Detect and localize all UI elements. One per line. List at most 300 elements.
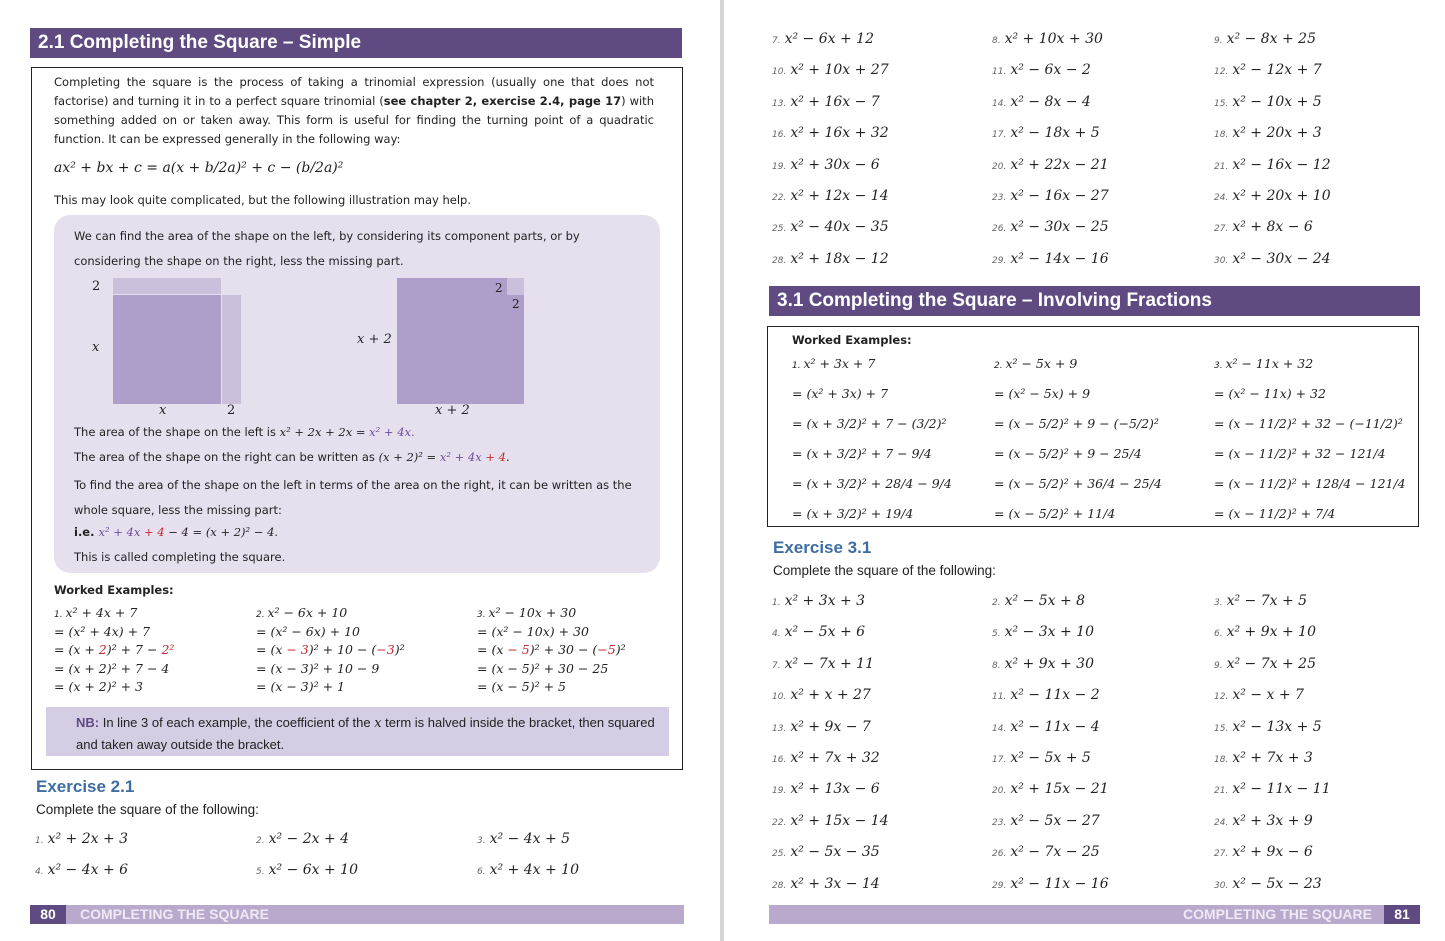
exercise-item	[1214, 28, 1316, 47]
exercise-item	[256, 828, 349, 847]
worked-example-line	[792, 446, 932, 461]
worked-example-part: 2²	[161, 642, 175, 657]
exercise-number: 23.	[992, 817, 1007, 828]
exercise-number: 19.	[772, 161, 787, 172]
exercise-number: 10.	[772, 692, 787, 703]
exercise-item	[992, 28, 1103, 47]
exercise-item	[1214, 590, 1307, 609]
worked-example-expression: = (x − 11/2)² + 7/4	[1214, 506, 1336, 521]
exercise-expression: x² − 8x + 25	[1226, 31, 1316, 47]
exercise-item	[992, 716, 1100, 735]
exercise-item	[772, 810, 889, 829]
right-page	[724, 0, 1445, 941]
panel-line-result: x² + 4x.	[369, 425, 415, 439]
worked-example-expression: = (x² − 11x) + 32	[1214, 386, 1326, 401]
worked-example-line	[994, 476, 1162, 491]
exercise-expression: x² − 12x + 7	[1232, 62, 1322, 79]
exercise-number: 25.	[772, 849, 787, 860]
worked-example-number: 2.	[256, 610, 268, 620]
exercise-number: 26.	[992, 224, 1007, 235]
exercise-number: 7.	[772, 660, 781, 671]
panel-line-right-area	[74, 448, 510, 467]
exercise-number: 2.	[256, 836, 265, 846]
section-banner: 3.1 Completing the Square – Involving Fractions	[769, 286, 1420, 316]
worked-example-expression: = (x − 5/2)² + 9 − 25/4	[994, 446, 1142, 461]
exercise-number: 24.	[1214, 193, 1229, 203]
worked-example-expression: = (x − 5/2)² + 9 − (−5/2)²	[994, 416, 1159, 431]
worked-example-expression: = (x − 11/2)² + 128/4 − 121/4	[1214, 476, 1406, 491]
worked-example-line	[256, 624, 360, 639]
footer-title: COMPLETING THE SQUARE	[80, 906, 270, 922]
worked-example-part: = (x + 2)² + 3	[54, 679, 144, 694]
exercise-expression: x² − x + 7	[1232, 687, 1304, 704]
exercise-expression: x² + 10x + 30	[1004, 31, 1103, 47]
exercise-item	[35, 828, 128, 847]
exercise-expression: x² − 11x − 4	[1010, 718, 1100, 735]
exercise-number: 27.	[1214, 224, 1229, 235]
right-label-bottom: x + 2	[435, 403, 470, 418]
exercise-number: 5.	[992, 629, 1001, 640]
worked-example-line	[54, 679, 143, 694]
exercise-number: 2.	[992, 598, 1001, 608]
exercise-expression: x² − 10x + 5	[1232, 93, 1322, 110]
exercise-number: 1.	[772, 598, 781, 608]
exercise-item	[992, 185, 1109, 204]
worked-example-line	[54, 642, 174, 657]
section-banner: 2.1 Completing the Square – Simple	[30, 28, 682, 58]
exercise-intro: Complete the square of the following:	[36, 802, 259, 817]
exercise-number: 7.	[772, 36, 781, 46]
exercise-item	[1214, 684, 1304, 703]
exercise-expression: x² − 4x + 6	[47, 862, 129, 878]
exercise-expression: x² − 13x + 5	[1232, 718, 1322, 735]
exercise-expression: x² + 16x + 32	[790, 125, 889, 142]
exercise-expression: x² − 30x − 25	[1010, 219, 1109, 236]
worked-example-line	[994, 416, 1159, 431]
exercise-expression: x² − 8x − 4	[1010, 93, 1091, 110]
exercise-number: 9.	[1214, 660, 1223, 671]
exercise-expression: x² − 30x − 24	[1232, 250, 1331, 267]
worked-example-part: )² + 10 − (	[308, 642, 377, 657]
exercise-number: 14.	[992, 98, 1007, 109]
exercise-number: 28.	[772, 880, 787, 891]
worked-example-part: = (x² − 6x) + 10	[256, 623, 361, 639]
exercise-number: 21.	[1214, 161, 1229, 172]
exercise-expression: x² + 8x − 6	[1232, 219, 1313, 236]
exercise-item	[1214, 122, 1322, 141]
worked-example-expression: x² − 11x + 32	[1225, 356, 1314, 371]
exercise-item	[1214, 91, 1322, 110]
worked-example-line	[256, 642, 405, 657]
exercise-expression: x² + 20x + 3	[1232, 125, 1322, 142]
exercise-number: 11.	[992, 67, 1007, 78]
exercise-number: 9.	[1214, 36, 1223, 46]
worked-example-line	[54, 605, 137, 620]
right-label-side: x + 2	[357, 332, 392, 347]
worked-example-expression: = (x − 11/2)² + 32 − 121/4	[1214, 446, 1386, 461]
worked-example-expression: = (x + 3/2)² + 7 − 9/4	[792, 446, 932, 461]
worked-example-line	[994, 506, 1115, 521]
exercise-expression: x² − 2x + 4	[268, 831, 350, 847]
worked-example-part: x² − 10x + 30	[488, 605, 577, 620]
panel-line-called: This is called completing the square.	[74, 550, 286, 564]
intro-text-end: ) with something added on or taken away. This form is useful for finding the turning point of a quadratic function. It can be expressed generally in the following way:	[54, 94, 654, 146]
exercise-number: 17.	[992, 130, 1007, 141]
worked-example-line	[477, 679, 566, 694]
left-top-strip	[113, 278, 221, 294]
ie-part-c: − 4 = (x + 2)² − 4.	[164, 525, 279, 539]
exercise-expression: x² − 5x − 23	[1232, 875, 1322, 892]
exercise-item	[772, 59, 889, 78]
exercise-expression: x² − 6x + 10	[268, 862, 358, 878]
worked-example-part: = (x − 3)² + 10 − 9	[256, 660, 380, 676]
worked-example-part: = (x + 2)² + 7 − 4	[54, 660, 170, 676]
exercise-item	[772, 653, 874, 672]
intro-paragraph	[54, 73, 654, 149]
exercise-expression: x² + 9x − 6	[1232, 844, 1313, 861]
intro-text: Completing the square is the process of taking a trinomial expression (usually one that does not factorise) and turning it in to a perfect square trinomial (	[54, 75, 654, 108]
exercise-number: 26.	[992, 849, 1007, 860]
panel-line-result: x² + 4x	[439, 450, 482, 464]
exercise-number: 22.	[772, 193, 787, 203]
worked-example-line	[792, 356, 875, 371]
exercise-number: 30.	[1214, 255, 1229, 266]
exercise-number: 8.	[992, 660, 1001, 671]
exercise-number: 22.	[772, 817, 787, 828]
exercise-number: 17.	[992, 755, 1007, 765]
exercise-number: 25.	[772, 224, 787, 235]
exercise-item	[772, 716, 871, 735]
exercise-number: 23.	[992, 193, 1007, 203]
exercise-number: 4.	[35, 867, 44, 877]
exercise-number: 20.	[992, 161, 1007, 172]
exercise-expression: x² + 3x + 3	[784, 593, 866, 609]
worked-example-number: 2.	[994, 361, 1006, 371]
worked-example-expression: = (x + 3/2)² + 7 − (3/2)²	[792, 416, 947, 431]
exercise-expression: x² − 5x − 35	[790, 844, 880, 861]
worked-example-line	[1214, 356, 1313, 371]
exercise-item	[1214, 621, 1316, 640]
worked-example-part: = (x +	[54, 642, 99, 657]
exercise-number: 30.	[1214, 880, 1229, 891]
exercise-number: 29.	[992, 255, 1007, 266]
worked-example-number: 1.	[54, 610, 66, 620]
exercise-item	[772, 91, 880, 110]
exercise-number: 13.	[772, 723, 787, 734]
exercise-item	[35, 859, 128, 878]
exercise-item	[992, 122, 1100, 141]
exercise-expression: x² + 4x + 10	[489, 862, 579, 878]
exercise-expression: x² + 7x + 3	[1232, 750, 1313, 766]
worked-example-line	[477, 661, 608, 676]
panel-line-text: The area of the shape on the left is	[74, 425, 280, 439]
worked-example-line	[256, 661, 379, 676]
exercise-intro: Complete the square of the following:	[773, 563, 996, 578]
exercise-expression: x² + 22x − 21	[1010, 156, 1109, 173]
nb-x: x	[374, 716, 382, 731]
left-label-bottom-x: x	[159, 403, 167, 418]
exercise-item	[992, 590, 1085, 609]
exercise-expression: x² − 11x − 16	[1010, 875, 1109, 892]
panel-intro-text: We can find the area of the shape on the left, by considering its component parts, or by considering the shape on the right, less the missing part.	[74, 229, 580, 268]
left-label-bottom-2: 2	[227, 403, 236, 418]
worked-example-line	[1214, 506, 1335, 521]
worked-example-part: = (x² − 10x) + 30	[477, 623, 589, 639]
exercise-expression: x² + 12x − 14	[790, 188, 889, 204]
left-label-side: x	[92, 340, 100, 355]
worked-example-line	[994, 356, 1077, 371]
right-label-top2: 2	[495, 281, 503, 295]
ie-label: i.e.	[74, 525, 99, 539]
exercise-expression: x² − 16x − 12	[1232, 156, 1331, 173]
page-footer	[769, 905, 1420, 924]
left-page	[0, 0, 720, 941]
right-label-right2: 2	[512, 297, 520, 311]
panel-line-explanation: To find the area of the shape on the left in terms of the area on the right, it can be written as the whole square, less the missing part:	[74, 478, 632, 517]
exercise-expression: x² − 6x + 12	[784, 31, 874, 47]
worked-example-line	[256, 679, 345, 694]
exercise-item	[772, 28, 874, 47]
exercise-item	[772, 154, 880, 173]
worked-example-part: )²	[394, 642, 405, 657]
worked-examples-label: Worked Examples:	[54, 583, 174, 597]
exercise-expression: x² − 5x + 5	[1010, 750, 1091, 766]
exercise-item	[1214, 873, 1322, 892]
exercise-title: Exercise 3.1	[773, 538, 872, 557]
panel-line-left-area	[74, 423, 415, 442]
exercise-item	[992, 841, 1100, 860]
exercise-expression: x² − 7x − 25	[1010, 844, 1100, 861]
nb-text	[76, 712, 656, 755]
exercise-item	[772, 873, 880, 892]
exercise-item	[1214, 653, 1316, 672]
exercise-number: 3.	[477, 836, 486, 846]
worked-example-line	[792, 476, 952, 491]
exercise-item	[772, 590, 865, 609]
exercise-number: 29.	[992, 880, 1007, 891]
exercise-expression: x² + 3x − 14	[790, 875, 880, 892]
exercise-expression: x² − 14x − 16	[1010, 250, 1109, 267]
worked-example-part: = (x − 3)² + 1	[256, 679, 346, 694]
worked-example-part: −3	[376, 642, 395, 657]
panel-line-math: x² + 2x + 2x =	[279, 425, 370, 439]
exercise-expression: x² − 11x − 11	[1232, 781, 1331, 798]
nb-label: NB:	[76, 715, 100, 730]
exercise-expression: x² + 3x + 9	[1232, 812, 1313, 829]
exercise-item	[992, 653, 1094, 672]
worked-example-part: x² + 4x + 7	[65, 605, 138, 620]
exercise-expression: x² − 18x + 5	[1010, 125, 1100, 142]
nb-text-a: In line 3 of each example, the coefficient of the	[99, 715, 375, 730]
exercise-item	[992, 154, 1109, 173]
worked-example-line	[994, 386, 1090, 401]
exercise-number: 12.	[1214, 67, 1229, 78]
worked-example-line	[477, 605, 576, 620]
worked-example-number: 3.	[477, 610, 489, 620]
exercise-number: 19.	[772, 786, 787, 797]
exercise-expression: x² − 5x − 27	[1010, 812, 1100, 829]
worked-example-expression: x² − 5x + 9	[1005, 356, 1078, 371]
exercise-number: 15.	[1214, 723, 1229, 734]
exercise-number: 16.	[772, 130, 787, 141]
worked-example-line	[477, 642, 626, 657]
worked-example-expression: = (x − 11/2)² + 32 − (−11/2)²	[1214, 416, 1403, 431]
worked-example-expression: = (x − 5/2)² + 36/4 − 25/4	[994, 476, 1162, 491]
panel-line-text: The area of the shape on the right can be written as	[74, 450, 379, 464]
worked-example-line	[792, 386, 888, 401]
exercise-number: 6.	[477, 867, 486, 877]
exercise-number: 28.	[772, 255, 787, 266]
exercise-number: 18.	[1214, 755, 1229, 765]
exercise-item	[1214, 841, 1313, 860]
exercise-item	[772, 621, 865, 640]
exercise-number: 27.	[1214, 849, 1229, 860]
exercise-number: 12.	[1214, 692, 1229, 703]
exercise-item	[1214, 747, 1313, 766]
exercise-number: 1.	[35, 836, 44, 846]
nb-text-b: term is halved inside the bracket, then squared and taken away outside the bracket.	[76, 715, 655, 752]
exercise-expression: x² − 6x − 2	[1010, 62, 1091, 79]
exercise-item	[992, 873, 1109, 892]
exercise-item	[772, 778, 880, 797]
worked-example-line	[1214, 446, 1386, 461]
exercise-title: Exercise 2.1	[36, 777, 135, 796]
worked-example-part: = (x² + 4x) + 7	[54, 623, 151, 639]
worked-example-expression: = (x + 3/2)² + 19/4	[792, 506, 914, 521]
exercise-expression: x² + 9x + 30	[1004, 655, 1094, 672]
exercise-number: 13.	[772, 98, 787, 109]
exercise-expression: x² + 20x + 10	[1232, 188, 1331, 204]
exercise-expression: x² + 18x − 12	[790, 250, 889, 267]
exercise-number: 8.	[992, 36, 1001, 46]
exercise-expression: x² + 15x − 21	[1010, 781, 1109, 798]
exercise-item	[992, 216, 1109, 235]
exercise-item	[772, 841, 880, 860]
worked-example-expression: = (x² + 3x) + 7	[792, 386, 889, 401]
exercise-item	[1214, 778, 1331, 797]
exercise-number: 11.	[992, 692, 1007, 703]
exercise-item	[1214, 248, 1331, 267]
exercise-item	[772, 684, 871, 703]
exercise-number: 3.	[1214, 598, 1223, 608]
exercise-expression: x² + x + 27	[790, 687, 871, 704]
worked-example-part: = (x − 5)² + 5	[477, 679, 567, 694]
exercise-expression: x² + 30x − 6	[790, 156, 880, 173]
right-big-square	[397, 278, 524, 404]
general-formula: ax² + bx + c = a(x + b/2a)² + c − (b/2a)²	[54, 160, 344, 176]
exercise-expression: x² − 7x + 25	[1226, 655, 1316, 672]
worked-example-part: = (x	[477, 642, 508, 657]
exercise-item	[992, 778, 1109, 797]
exercise-item	[1214, 185, 1331, 204]
exercise-expression: x² − 7x + 5	[1226, 593, 1308, 609]
exercise-item	[992, 747, 1091, 766]
exercise-item	[1214, 59, 1322, 78]
exercise-expression: x² + 9x − 7	[790, 718, 871, 735]
exercise-expression: x² + 13x − 6	[790, 781, 880, 798]
intro-reference: see chapter 2, exercise 2.4, page 17	[383, 94, 622, 108]
worked-example-number: 3.	[1214, 361, 1226, 371]
exercise-number: 4.	[772, 629, 781, 640]
exercise-expression: x² + 7x + 32	[790, 750, 880, 766]
worked-example-part: 2	[98, 642, 107, 657]
worked-example-line	[54, 661, 169, 676]
exercise-expression: x² − 5x + 8	[1004, 593, 1086, 609]
worked-example-part: = (x	[256, 642, 287, 657]
exercise-expression: x² + 16x − 7	[790, 93, 880, 110]
worked-example-part: x² − 6x + 10	[267, 605, 348, 620]
footer-title: COMPLETING THE SQUARE	[1182, 906, 1372, 922]
exercise-item	[992, 621, 1094, 640]
exercise-item	[772, 747, 880, 766]
exercise-expression: x² + 2x + 3	[47, 831, 129, 847]
exercise-expression: x² − 4x + 5	[489, 831, 571, 847]
exercise-number: 6.	[1214, 629, 1223, 640]
exercise-item	[992, 59, 1091, 78]
worked-example-line	[477, 624, 589, 639]
worked-example-part: −5	[597, 642, 616, 657]
panel-line-end: .	[505, 450, 510, 464]
exercise-number: 5.	[256, 867, 265, 877]
ie-part-a: x² + 4x	[98, 525, 141, 539]
exercise-expression: x² − 16x − 27	[1010, 188, 1109, 204]
worked-example-expression: = (x − 5/2)² + 11/4	[994, 506, 1116, 521]
worked-example-line	[994, 446, 1142, 461]
exercise-item	[1214, 810, 1313, 829]
exercise-item	[477, 828, 570, 847]
intro-note: This may look quite complicated, but the following illustration may help.	[54, 193, 471, 207]
worked-example-part: − 3	[286, 642, 309, 657]
exercise-item	[477, 859, 579, 878]
left-side-strip	[222, 295, 241, 404]
exercise-item	[772, 216, 889, 235]
worked-example-expression: = (x + 3/2)² + 28/4 − 9/4	[792, 476, 952, 491]
worked-example-part: )²	[615, 642, 626, 657]
exercise-expression: x² + 15x − 14	[790, 812, 889, 829]
exercise-item	[772, 122, 889, 141]
exercise-number: 10.	[772, 67, 787, 78]
exercise-item	[992, 91, 1091, 110]
panel-line-missing: + 4	[481, 450, 506, 464]
exercise-item	[772, 248, 889, 267]
right-missing-square	[507, 278, 524, 295]
exercise-item	[1214, 216, 1313, 235]
left-main-square	[113, 295, 221, 404]
worked-example-line	[1214, 476, 1406, 491]
worked-example-line	[54, 624, 150, 639]
worked-example-line	[792, 416, 946, 431]
exercise-item	[1214, 154, 1331, 173]
exercise-number: 24.	[1214, 817, 1229, 828]
exercise-item	[772, 185, 889, 204]
exercise-expression: x² − 3x + 10	[1004, 624, 1094, 641]
exercise-item	[992, 248, 1109, 267]
worked-example-number: 1.	[792, 361, 804, 371]
worked-example-part: )² + 7 −	[106, 642, 162, 657]
worked-examples-label: Worked Examples:	[792, 333, 912, 347]
exercise-item	[256, 859, 358, 878]
worked-example-line	[1214, 386, 1326, 401]
ie-part-b: + 4	[140, 525, 165, 539]
page-footer	[30, 905, 684, 924]
panel-line-math: (x + 2)² =	[378, 450, 440, 464]
page-number: 80	[30, 905, 66, 924]
worked-example-line	[792, 506, 913, 521]
exercise-number: 18.	[1214, 130, 1229, 141]
exercise-number: 14.	[992, 723, 1007, 734]
worked-example-part: = (x − 5)² + 30 − 25	[477, 660, 609, 676]
left-label-top: 2	[92, 279, 101, 294]
